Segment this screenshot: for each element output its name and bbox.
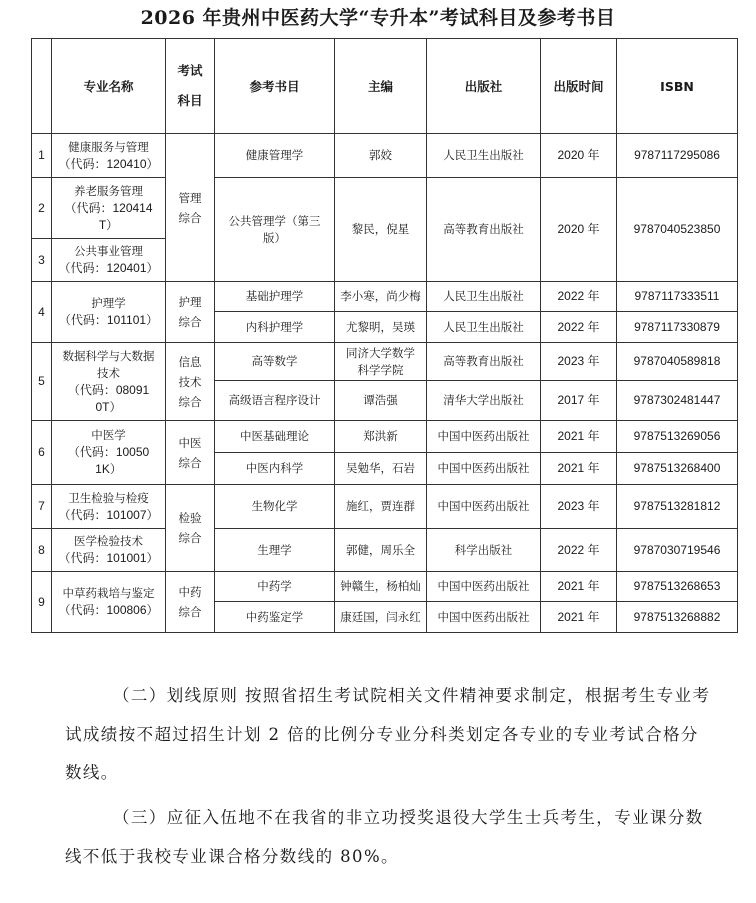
subject-header-label: 考试科目 bbox=[177, 63, 203, 108]
major-code: （代码：080910T） bbox=[67, 382, 150, 414]
major-cell bbox=[52, 134, 166, 178]
isbn-header: ISBN bbox=[617, 39, 738, 134]
book-editor: 同济大学数学科学学院 bbox=[335, 343, 427, 381]
paragraph-veteran-students bbox=[65, 799, 713, 876]
book-editor: 施红，贾连群 bbox=[335, 485, 427, 529]
book-year: 2021 年 bbox=[541, 572, 617, 602]
major-name: 数据科学与大数据技术 bbox=[62, 348, 155, 380]
paragraph-text: （三）应征入伍地不在我省的非立功授奖退役大学生士兵考生，专业课分数线不低于我校专业课合格分数线的 80%。 bbox=[65, 808, 704, 866]
index-header bbox=[32, 39, 52, 134]
row-index: 6 bbox=[32, 421, 52, 485]
book-publisher: 科学出版社 bbox=[427, 529, 541, 572]
subject-label: 信息技术综合 bbox=[178, 354, 202, 409]
subject-cell bbox=[166, 421, 215, 485]
book-publisher: 中国中医药出版社 bbox=[427, 421, 541, 453]
major-name: 中医学 bbox=[91, 428, 126, 442]
row-index: 4 bbox=[32, 282, 52, 343]
editor-header: 主编 bbox=[335, 39, 427, 134]
major-code: （代码：100806） bbox=[58, 603, 159, 617]
subject-label: 检验综合 bbox=[178, 511, 202, 545]
book-editor: 郭姣 bbox=[335, 134, 427, 178]
major-cell bbox=[52, 282, 166, 343]
subject-label: 中药综合 bbox=[178, 585, 202, 619]
book-publisher: 清华大学出版社 bbox=[427, 381, 541, 421]
major-name: 医学检验技术 bbox=[74, 534, 143, 548]
book-title: 高级语言程序设计 bbox=[215, 381, 335, 421]
reference-book-table bbox=[31, 38, 738, 633]
major-header: 专业名称 bbox=[52, 39, 166, 134]
book-isbn: 9787040589818 bbox=[617, 343, 738, 381]
book-title: 中医基础理论 bbox=[215, 421, 335, 453]
subject-label: 管理综合 bbox=[178, 190, 202, 225]
major-cell bbox=[52, 572, 166, 633]
major-code: （代码：120414T） bbox=[64, 200, 153, 232]
book-isbn: 9787513281812 bbox=[617, 485, 738, 529]
subject-cell bbox=[166, 134, 215, 282]
subject-cell bbox=[166, 485, 215, 572]
row-index: 5 bbox=[32, 343, 52, 421]
table-row bbox=[32, 485, 738, 529]
book-year: 2022 年 bbox=[541, 312, 617, 343]
book-editor: 康廷国，闫永红 bbox=[335, 602, 427, 633]
book-isbn: 9787302481447 bbox=[617, 381, 738, 421]
book-title: 生理学 bbox=[215, 529, 335, 572]
book-isbn: 9787513268400 bbox=[617, 453, 738, 485]
table-row bbox=[32, 421, 738, 453]
paragraph-cutoff-principle bbox=[65, 677, 713, 793]
book-editor: 钟赣生，杨柏灿 bbox=[335, 572, 427, 602]
book-year: 2022 年 bbox=[541, 282, 617, 312]
major-cell bbox=[52, 343, 166, 421]
major-cell bbox=[52, 485, 166, 529]
major-code: （代码：101101） bbox=[58, 313, 159, 327]
book-title: 健康管理学 bbox=[215, 134, 335, 178]
book-editor: 郑洪新 bbox=[335, 421, 427, 453]
table-row bbox=[32, 282, 738, 312]
major-cell bbox=[52, 421, 166, 485]
book-year: 2020 年 bbox=[541, 134, 617, 178]
row-index: 8 bbox=[32, 529, 52, 572]
subject-label: 护理综合 bbox=[178, 295, 202, 329]
book-publisher: 中国中医药出版社 bbox=[427, 572, 541, 602]
book-title: 高等数学 bbox=[215, 343, 335, 381]
subject-cell bbox=[166, 282, 215, 343]
book-title: 中医内科学 bbox=[215, 453, 335, 485]
major-code: （代码：120401） bbox=[58, 261, 159, 275]
book-year: 2021 年 bbox=[541, 421, 617, 453]
book-editor: 尤黎明，吴瑛 bbox=[335, 312, 427, 343]
book-publisher: 中国中医药出版社 bbox=[427, 602, 541, 633]
subject-cell bbox=[166, 343, 215, 421]
book-year: 2023 年 bbox=[541, 343, 617, 381]
row-index: 3 bbox=[32, 239, 52, 282]
book-isbn: 9787513269056 bbox=[617, 421, 738, 453]
row-index: 2 bbox=[32, 178, 52, 239]
book-year: 2017 年 bbox=[541, 381, 617, 421]
book-year: 2021 年 bbox=[541, 453, 617, 485]
book-title: 中药学 bbox=[215, 572, 335, 602]
table-row bbox=[32, 529, 738, 572]
book-isbn: 9787040523850 bbox=[617, 178, 738, 282]
book-title: 内科护理学 bbox=[215, 312, 335, 343]
book-editor: 黎民，倪星 bbox=[335, 178, 427, 282]
major-code: （代码：101001） bbox=[58, 551, 159, 565]
table-row bbox=[32, 134, 738, 178]
book-publisher: 人民卫生出版社 bbox=[427, 134, 541, 178]
book-year: 2023 年 bbox=[541, 485, 617, 529]
book-year: 2022 年 bbox=[541, 529, 617, 572]
book-title: 中药鉴定学 bbox=[215, 602, 335, 633]
table-header-row bbox=[32, 39, 738, 134]
row-index: 7 bbox=[32, 485, 52, 529]
row-index: 1 bbox=[32, 134, 52, 178]
book-title: 公共管理学（第三版） bbox=[215, 178, 335, 282]
book-editor: 吴勉华，石岩 bbox=[335, 453, 427, 485]
paragraph-text: （二）划线原则 按照省招生考试院相关文件精神要求制定，根据考生专业考试成绩按不超过招生计划 2 倍的比例分专业分科类划定各专业的专业考试合格分数线。 bbox=[65, 686, 711, 782]
major-name: 卫生检验与检疫 bbox=[68, 490, 149, 505]
table-row bbox=[32, 178, 738, 239]
major-cell bbox=[52, 529, 166, 572]
book-title: 基础护理学 bbox=[215, 282, 335, 312]
book-publisher: 人民卫生出版社 bbox=[427, 312, 541, 343]
document-title: 2026 年贵州中医药大学“专升本”考试科目及参考书目 bbox=[140, 7, 616, 29]
book-header: 参考书目 bbox=[215, 39, 335, 134]
major-code: （代码：101007） bbox=[58, 507, 159, 522]
subject-header bbox=[166, 39, 215, 134]
major-name: 公共事业管理 bbox=[74, 244, 143, 258]
book-isbn: 9787030719546 bbox=[617, 529, 738, 572]
book-year: 2020 年 bbox=[541, 178, 617, 282]
row-index: 9 bbox=[32, 572, 52, 633]
book-publisher: 高等教育出版社 bbox=[427, 343, 541, 381]
major-name: 护理学 bbox=[91, 296, 126, 310]
book-title: 生物化学 bbox=[215, 485, 335, 529]
major-cell bbox=[52, 239, 166, 282]
major-name: 健康服务与管理 bbox=[68, 139, 149, 154]
publisher-header: 出版社 bbox=[427, 39, 541, 134]
book-publisher: 中国中医药出版社 bbox=[427, 485, 541, 529]
year-header: 出版时间 bbox=[541, 39, 617, 134]
table-row bbox=[32, 572, 738, 602]
book-publisher: 中国中医药出版社 bbox=[427, 453, 541, 485]
major-code: （代码：100501K） bbox=[67, 445, 150, 476]
major-name: 养老服务管理 bbox=[74, 183, 143, 198]
book-publisher: 人民卫生出版社 bbox=[427, 282, 541, 312]
major-cell bbox=[52, 178, 166, 239]
book-isbn: 9787513268882 bbox=[617, 602, 738, 633]
book-isbn: 9787117330879 bbox=[617, 312, 738, 343]
table-row bbox=[32, 343, 738, 381]
book-editor: 谭浩强 bbox=[335, 381, 427, 421]
book-isbn: 9787117295086 bbox=[617, 134, 738, 178]
book-publisher: 高等教育出版社 bbox=[427, 178, 541, 282]
book-isbn: 9787513268653 bbox=[617, 572, 738, 602]
book-editor: 郭健，周乐全 bbox=[335, 529, 427, 572]
book-isbn: 9787117333511 bbox=[617, 282, 738, 312]
subject-cell bbox=[166, 572, 215, 633]
book-editor: 李小寒，尚少梅 bbox=[335, 282, 427, 312]
subject-label: 中医综合 bbox=[178, 435, 202, 470]
major-name: 中草药栽培与鉴定 bbox=[62, 586, 155, 600]
book-year: 2021 年 bbox=[541, 602, 617, 633]
major-code: （代码：120410） bbox=[58, 156, 159, 171]
